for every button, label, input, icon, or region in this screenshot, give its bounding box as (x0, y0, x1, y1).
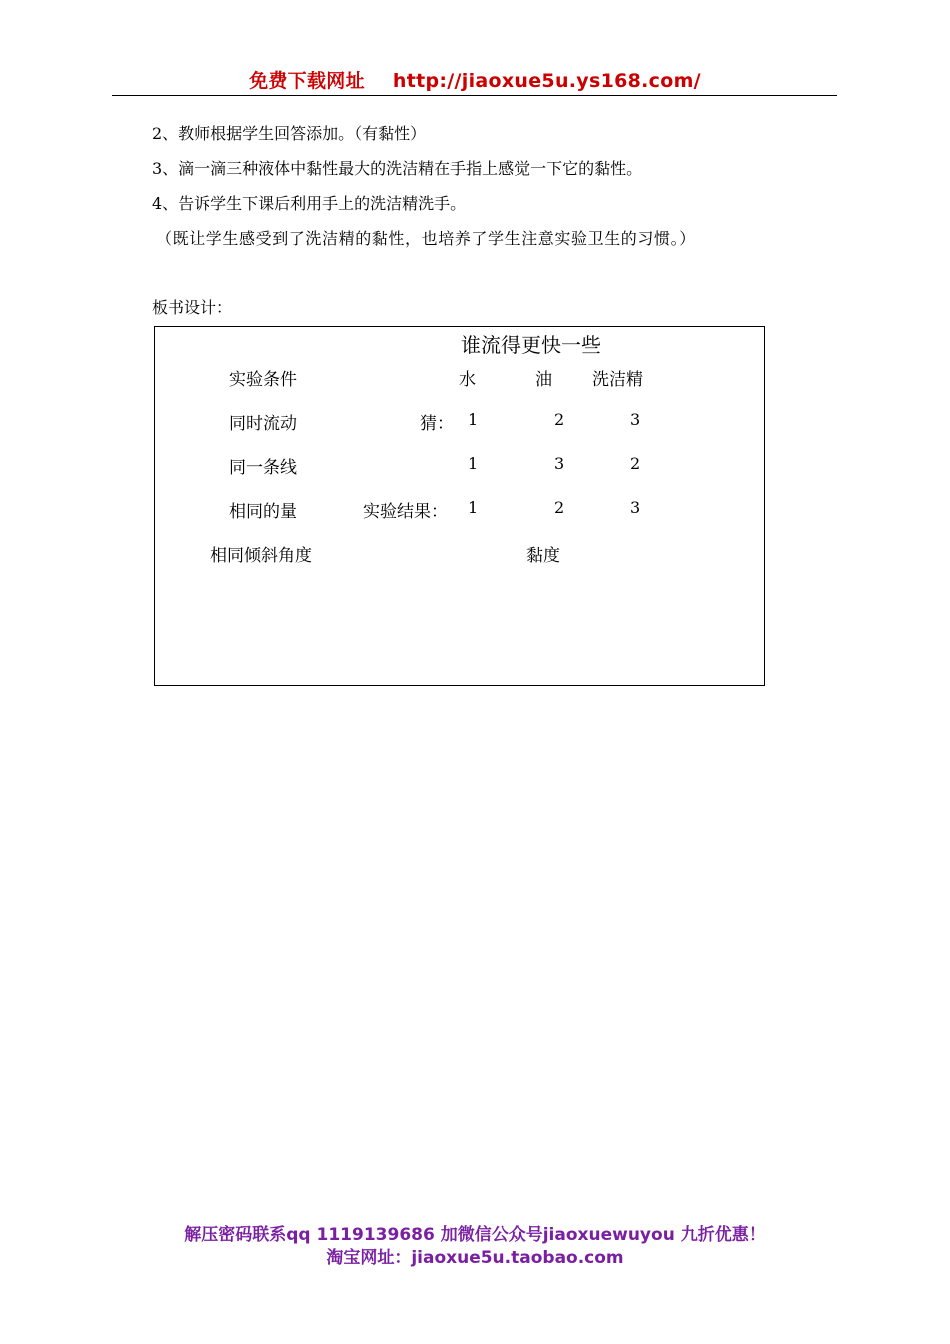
conditions-header: 实验条件 (229, 370, 297, 390)
footer-taobao-link[interactable]: 淘宝网址：jiaoxue5u.taobao.com (326, 1248, 624, 1268)
column-oil: 油 (535, 370, 552, 390)
condition-same-time: 同时流动 (229, 414, 297, 434)
row2-oil: 3 (554, 454, 565, 473)
footer-contact: 解压密码联系qq 1119139686 加微信公众号jiaoxuewuyou 九折优惠！ (184, 1225, 766, 1245)
guess-detergent: 3 (630, 410, 641, 429)
row2-detergent: 2 (630, 454, 641, 473)
header-divider (112, 95, 837, 96)
column-water: 水 (459, 370, 476, 390)
header-label: 免费下载网址 (249, 70, 365, 92)
page-header (0, 66, 950, 93)
row2-water: 1 (468, 454, 479, 473)
condition-same-angle: 相同倾斜角度 (210, 546, 312, 566)
result-water: 1 (468, 498, 479, 517)
condition-same-amount: 相同的量 (229, 502, 297, 522)
design-note: （既让学生感受到了洗洁精的黏性，也培养了学生注意实验卫生的习惯。） (156, 229, 696, 248)
step-4-text: 4、告诉学生下课后利用手上的洗洁精洗手。 (152, 194, 467, 213)
board-title: 谁流得更快一些 (461, 333, 601, 357)
column-detergent: 洗洁精 (592, 370, 643, 390)
guess-water: 1 (468, 410, 479, 429)
board-design-box (154, 326, 765, 686)
board-design-label: 板书设计： (152, 298, 233, 317)
result-label: 实验结果： (363, 502, 448, 522)
guess-oil: 2 (554, 410, 565, 429)
condition-same-line: 同一条线 (229, 458, 297, 478)
guess-label: 猜： (420, 414, 454, 434)
result-detergent: 3 (630, 498, 641, 517)
result-oil: 2 (554, 498, 565, 517)
conclusion-viscosity: 黏度 (526, 546, 560, 566)
header-url-link[interactable]: http://jiaoxue5u.ys168.com/ (392, 70, 701, 92)
step-2-text: 2、教师根据学生回答添加。（有黏性） (152, 124, 427, 143)
step-3-text: 3、滴一滴三种液体中黏性最大的洗洁精在手指上感觉一下它的黏性。 (152, 159, 643, 178)
